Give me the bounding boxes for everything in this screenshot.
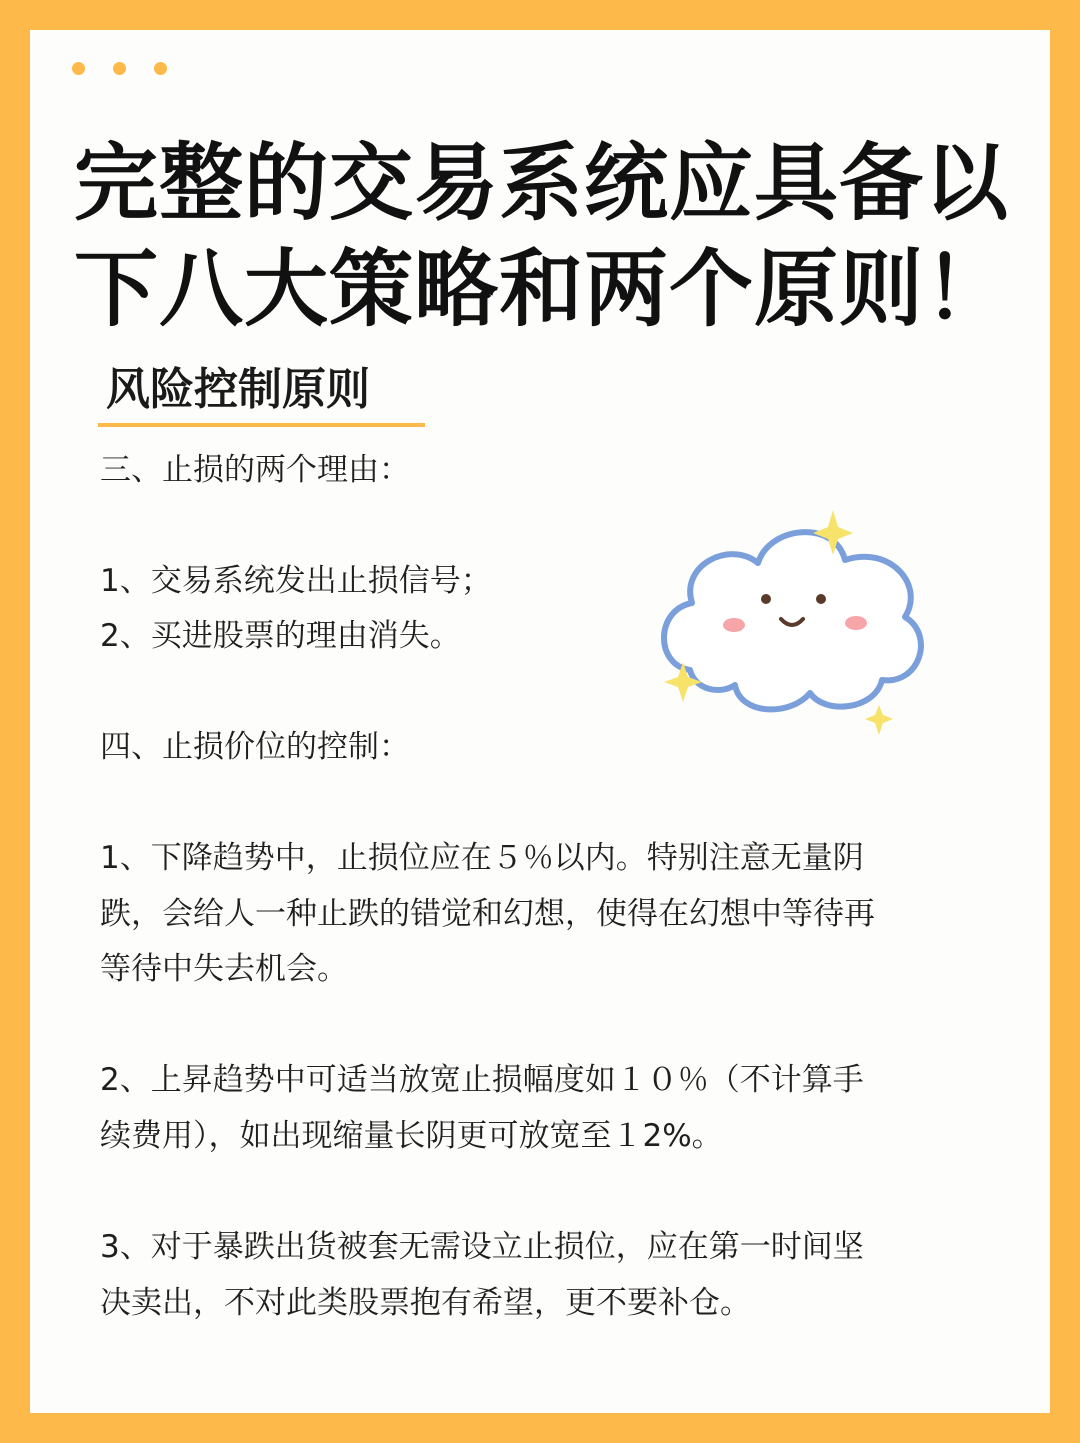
list-item: 2、买进股票的理由消失。 <box>100 618 461 654</box>
cloud-cheek-left <box>723 618 745 632</box>
paragraph-line: 决卖出，不对此类股票抱有希望，更不要补仓。 <box>100 1285 751 1321</box>
paragraph-line: 1、下降趋势中，止损位应在５％以内。特别注意无量阴 <box>100 840 864 876</box>
dot-icon <box>154 62 167 75</box>
paragraph-line: 续费用），如出现缩量长阴更可放宽至１2%。 <box>100 1118 723 1154</box>
cloud-eye-left <box>761 594 771 604</box>
cloud-outline <box>664 532 921 709</box>
smiling-cloud-icon <box>650 505 940 745</box>
heading-stop-loss-price: 四、止损价位的控制： <box>100 729 410 765</box>
paragraph-line: 2、上昇趋势中可适当放宽止损幅度如１０％（不计算手 <box>100 1062 864 1098</box>
list-item: 1、交易系统发出止损信号； <box>100 563 492 599</box>
section-title: 风险控制原则 <box>106 364 370 415</box>
paragraph-line: 等待中失去机会。 <box>100 951 348 987</box>
paragraph-line: 跌，会给人一种止跌的错觉和幻想，使得在幻想中等待再 <box>100 896 875 932</box>
dot-icon <box>113 62 126 75</box>
cloud-cheek-right <box>845 616 867 630</box>
section-underline <box>98 423 425 427</box>
heading-stop-loss-reasons: 三、止损的两个理由： <box>100 452 410 488</box>
page-title <box>74 130 1034 342</box>
cloud-eye-right <box>816 594 826 604</box>
page-title-line-1: 完整的交易系统应具备以 <box>74 134 1010 232</box>
paragraph-line: 3、对于暴跌出货被套无需设立止损位，应在第一时间坚 <box>100 1229 864 1265</box>
sparkle-icon <box>865 705 893 735</box>
page-title-line-2: 下八大策略和两个原则！ <box>74 240 1010 338</box>
dot-icon <box>72 62 85 75</box>
decorative-dots <box>72 62 167 75</box>
